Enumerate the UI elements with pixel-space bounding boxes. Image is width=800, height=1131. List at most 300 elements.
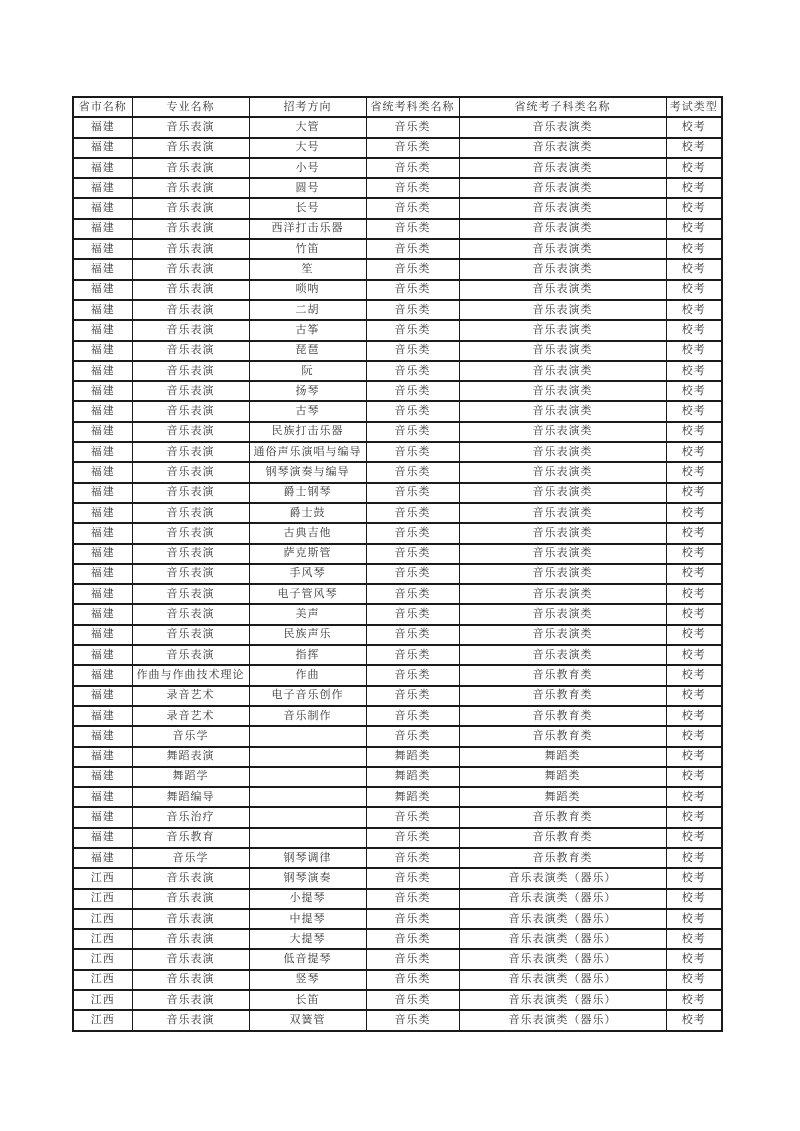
table-cell: 音乐类: [366, 381, 459, 401]
table-cell: 福建: [73, 422, 132, 442]
table-cell: 音乐类: [366, 422, 459, 442]
table-row: [73, 990, 722, 1010]
table-cell: 音乐表演: [132, 280, 249, 300]
table-row: [73, 747, 722, 767]
table-cell: 音乐类: [366, 604, 459, 624]
table-cell: 音乐教育类: [459, 686, 666, 706]
table-cell: 音乐表演类: [459, 361, 666, 381]
table-cell: 音乐表演类（器乐）: [459, 868, 666, 888]
table-cell: 音乐表演类: [459, 544, 666, 564]
table-cell: 音乐类: [366, 970, 459, 990]
table-cell: 音乐表演类: [459, 381, 666, 401]
table-cell: 校考: [666, 361, 722, 381]
table-cell: 作曲: [249, 665, 366, 685]
table-cell: 福建: [73, 828, 132, 848]
table-row: [73, 848, 722, 868]
table-cell: [249, 807, 366, 827]
table-row: [73, 544, 722, 564]
table-cell: 音乐表演类（器乐）: [459, 889, 666, 909]
table-cell: 音乐表演: [132, 1010, 249, 1030]
table-cell: [249, 747, 366, 767]
table-cell: 音乐表演类: [459, 320, 666, 340]
table-cell: 双簧管: [249, 1010, 366, 1030]
table-cell: 福建: [73, 280, 132, 300]
table-cell: 福建: [73, 320, 132, 340]
table-cell: 音乐类: [366, 544, 459, 564]
table-cell: 校考: [666, 929, 722, 949]
table-cell: 校考: [666, 341, 722, 361]
table-cell: 音乐类: [366, 280, 459, 300]
table-cell: 美声: [249, 604, 366, 624]
table-cell: 校考: [666, 503, 722, 523]
table-cell: 音乐表演类（器乐）: [459, 929, 666, 949]
table-cell: 校考: [666, 807, 722, 827]
column-header: 专业名称: [132, 97, 249, 117]
table-row: [73, 462, 722, 482]
table-row: [73, 686, 722, 706]
table-row: [73, 889, 722, 909]
table-header-row: [73, 97, 722, 117]
table-cell: 音乐表演类: [459, 138, 666, 158]
table-cell: 音乐表演: [132, 625, 249, 645]
table-cell: 音乐表演: [132, 219, 249, 239]
table-cell: 音乐教育类: [459, 848, 666, 868]
table-row: [73, 767, 722, 787]
table-cell: [249, 828, 366, 848]
table-cell: 舞蹈学: [132, 767, 249, 787]
table-cell: 长号: [249, 198, 366, 218]
table-cell: 音乐类: [366, 462, 459, 482]
table-cell: 音乐类: [366, 361, 459, 381]
table-cell: 民族打击乐器: [249, 422, 366, 442]
table-cell: 福建: [73, 219, 132, 239]
table-cell: 福建: [73, 686, 132, 706]
table-cell: 舞蹈类: [366, 747, 459, 767]
table-cell: 福建: [73, 381, 132, 401]
table-cell: 舞蹈类: [366, 787, 459, 807]
table-row: [73, 341, 722, 361]
table-cell: 音乐类: [366, 219, 459, 239]
table-cell: 唢呐: [249, 280, 366, 300]
table-cell: 音乐表演类: [459, 219, 666, 239]
table-row: [73, 198, 722, 218]
table-cell: 音乐表演类: [459, 178, 666, 198]
table-cell: 舞蹈编导: [132, 787, 249, 807]
table-cell: 福建: [73, 544, 132, 564]
table-cell: 校考: [666, 401, 722, 421]
table-row: [73, 564, 722, 584]
table-cell: 音乐表演类（器乐）: [459, 1010, 666, 1030]
table-cell: 江西: [73, 929, 132, 949]
table-cell: 音乐教育类: [459, 807, 666, 827]
table-cell: 音乐类: [366, 645, 459, 665]
table-cell: [249, 767, 366, 787]
table-cell: 音乐教育类: [459, 665, 666, 685]
table-cell: 校考: [666, 665, 722, 685]
exam-category-table: [72, 96, 723, 1032]
table-cell: 音乐类: [366, 848, 459, 868]
table-cell: 校考: [666, 767, 722, 787]
table-cell: 音乐类: [366, 807, 459, 827]
table-cell: 校考: [666, 198, 722, 218]
table-cell: 校考: [666, 645, 722, 665]
table-cell: 低音提琴: [249, 949, 366, 969]
table-cell: 萨克斯管: [249, 544, 366, 564]
table-cell: 音乐表演: [132, 462, 249, 482]
table-cell: 音乐表演: [132, 584, 249, 604]
table-row: [73, 929, 722, 949]
table-cell: 音乐表演类（器乐）: [459, 970, 666, 990]
table-cell: 校考: [666, 787, 722, 807]
table-row: [73, 807, 722, 827]
table-cell: 音乐表演: [132, 442, 249, 462]
table-cell: 音乐表演类: [459, 401, 666, 421]
table-cell: 校考: [666, 828, 722, 848]
table-row: [73, 503, 722, 523]
table-cell: 音乐教育类: [459, 828, 666, 848]
table-cell: 福建: [73, 138, 132, 158]
table-cell: 福建: [73, 604, 132, 624]
table-cell: 琵琶: [249, 341, 366, 361]
table-cell: 小号: [249, 158, 366, 178]
table-cell: 校考: [666, 726, 722, 746]
table-cell: 音乐表演: [132, 422, 249, 442]
table-cell: 音乐类: [366, 584, 459, 604]
table-cell: 音乐类: [366, 300, 459, 320]
table-row: [73, 523, 722, 543]
table-cell: 江西: [73, 889, 132, 909]
table-cell: 音乐表演: [132, 198, 249, 218]
table-cell: 福建: [73, 665, 132, 685]
table-cell: 音乐类: [366, 523, 459, 543]
table-cell: 福建: [73, 178, 132, 198]
table-row: [73, 442, 722, 462]
table-cell: 校考: [666, 158, 722, 178]
table-cell: 钢琴调律: [249, 848, 366, 868]
table-cell: 音乐类: [366, 929, 459, 949]
table-cell: 音乐类: [366, 158, 459, 178]
table-cell: 音乐表演: [132, 929, 249, 949]
table-cell: 音乐学: [132, 726, 249, 746]
table-cell: 音乐类: [366, 483, 459, 503]
table-row: [73, 1010, 722, 1030]
table-cell: 福建: [73, 726, 132, 746]
table-cell: 音乐表演: [132, 523, 249, 543]
table-cell: 舞蹈表演: [132, 747, 249, 767]
table-row: [73, 604, 722, 624]
table-row: [73, 483, 722, 503]
table-cell: 音乐表演: [132, 320, 249, 340]
table-cell: 音乐表演类（器乐）: [459, 990, 666, 1010]
table-container: [72, 96, 723, 1032]
table-cell: 音乐表演: [132, 259, 249, 279]
table-cell: 福建: [73, 645, 132, 665]
table-cell: 校考: [666, 381, 722, 401]
table-cell: 校考: [666, 625, 722, 645]
table-cell: 钢琴演奏: [249, 868, 366, 888]
table-cell: 音乐表演类: [459, 523, 666, 543]
table-cell: 音乐学: [132, 848, 249, 868]
table-cell: 指挥: [249, 645, 366, 665]
table-cell: 音乐教育类: [459, 726, 666, 746]
table-cell: 舞蹈类: [459, 767, 666, 787]
table-cell: 音乐表演: [132, 483, 249, 503]
table-cell: 音乐表演类: [459, 341, 666, 361]
table-cell: 音乐表演: [132, 239, 249, 259]
table-cell: 福建: [73, 807, 132, 827]
table-cell: 音乐类: [366, 503, 459, 523]
table-cell: 校考: [666, 117, 722, 137]
table-cell: 福建: [73, 503, 132, 523]
table-cell: 音乐表演类: [459, 198, 666, 218]
table-row: [73, 645, 722, 665]
table-row: [73, 401, 722, 421]
table-row: [73, 726, 722, 746]
table-cell: 福建: [73, 442, 132, 462]
table-cell: 舞蹈类: [459, 787, 666, 807]
table-cell: 阮: [249, 361, 366, 381]
table-cell: [249, 787, 366, 807]
table-row: [73, 138, 722, 158]
table-cell: 音乐类: [366, 239, 459, 259]
table-cell: 音乐表演: [132, 401, 249, 421]
table-cell: 音乐表演: [132, 564, 249, 584]
table-cell: 福建: [73, 117, 132, 137]
table-row: [73, 422, 722, 442]
table-cell: 校考: [666, 909, 722, 929]
column-header: 省市名称: [73, 97, 132, 117]
table-row: [73, 868, 722, 888]
table-cell: 校考: [666, 280, 722, 300]
table-row: [73, 584, 722, 604]
column-header: 省统考子科类名称: [459, 97, 666, 117]
table-cell: 福建: [73, 747, 132, 767]
table-cell: 音乐表演类: [459, 259, 666, 279]
table-cell: 福建: [73, 361, 132, 381]
table-cell: 爵士鼓: [249, 503, 366, 523]
table-cell: 民族声乐: [249, 625, 366, 645]
table-cell: 爵士钢琴: [249, 483, 366, 503]
table-cell: 音乐类: [366, 909, 459, 929]
column-header: 省统考科类名称: [366, 97, 459, 117]
table-row: [73, 949, 722, 969]
table-row: [73, 828, 722, 848]
table-cell: 校考: [666, 239, 722, 259]
table-row: [73, 706, 722, 726]
table-cell: 笙: [249, 259, 366, 279]
table-cell: 圆号: [249, 178, 366, 198]
table-cell: 校考: [666, 564, 722, 584]
table-cell: 音乐类: [366, 401, 459, 421]
table-cell: 音乐类: [366, 726, 459, 746]
table-cell: 福建: [73, 341, 132, 361]
table-cell: 校考: [666, 219, 722, 239]
table-cell: 校考: [666, 584, 722, 604]
table-cell: 福建: [73, 787, 132, 807]
table-row: [73, 787, 722, 807]
table-row: [73, 259, 722, 279]
table-cell: 音乐类: [366, 990, 459, 1010]
table-cell: 福建: [73, 483, 132, 503]
table-cell: 竖琴: [249, 970, 366, 990]
table-cell: 音乐类: [366, 949, 459, 969]
table-cell: 音乐表演: [132, 381, 249, 401]
table-cell: 舞蹈类: [366, 767, 459, 787]
table-cell: 校考: [666, 868, 722, 888]
table-cell: 音乐表演: [132, 949, 249, 969]
table-cell: 音乐类: [366, 625, 459, 645]
table-cell: 校考: [666, 706, 722, 726]
table-cell: 音乐表演: [132, 909, 249, 929]
table-cell: 校考: [666, 523, 722, 543]
table-cell: 音乐类: [366, 686, 459, 706]
table-cell: 古筝: [249, 320, 366, 340]
table-cell: 音乐类: [366, 117, 459, 137]
table-cell: 音乐表演: [132, 117, 249, 137]
table-cell: 福建: [73, 401, 132, 421]
table-cell: 通俗声乐演唱与编导: [249, 442, 366, 462]
table-cell: 校考: [666, 462, 722, 482]
table-cell: 音乐表演类: [459, 564, 666, 584]
table-cell: 福建: [73, 564, 132, 584]
table-cell: 音乐类: [366, 259, 459, 279]
table-cell: 音乐表演类: [459, 280, 666, 300]
table-row: [73, 239, 722, 259]
table-cell: 古琴: [249, 401, 366, 421]
table-row: [73, 219, 722, 239]
table-cell: 电子管风琴: [249, 584, 366, 604]
table-cell: 校考: [666, 320, 722, 340]
table-cell: 音乐表演: [132, 990, 249, 1010]
table-cell: 音乐类: [366, 1010, 459, 1030]
table-cell: 大号: [249, 138, 366, 158]
table-cell: 音乐表演类: [459, 422, 666, 442]
table-cell: 校考: [666, 1010, 722, 1030]
table-cell: 音乐制作: [249, 706, 366, 726]
table-cell: 手风琴: [249, 564, 366, 584]
table-cell: 音乐教育: [132, 828, 249, 848]
table-row: [73, 178, 722, 198]
table-row: [73, 625, 722, 645]
table-cell: 音乐类: [366, 828, 459, 848]
table-cell: 中提琴: [249, 909, 366, 929]
table-cell: 钢琴演奏与编导: [249, 462, 366, 482]
table-cell: 录音艺术: [132, 686, 249, 706]
table-cell: 音乐表演: [132, 868, 249, 888]
table-cell: 校考: [666, 483, 722, 503]
table-cell: 音乐表演类: [459, 645, 666, 665]
table-cell: 录音艺术: [132, 706, 249, 726]
table-cell: 福建: [73, 523, 132, 543]
table-cell: 福建: [73, 706, 132, 726]
table-cell: 福建: [73, 767, 132, 787]
table-cell: 竹笛: [249, 239, 366, 259]
table-cell: 音乐表演: [132, 138, 249, 158]
table-cell: 音乐表演类: [459, 442, 666, 462]
table-cell: 校考: [666, 970, 722, 990]
table-cell: 江西: [73, 949, 132, 969]
table-cell: 音乐表演类: [459, 604, 666, 624]
column-header: 考试类型: [666, 97, 722, 117]
table-cell: 音乐表演: [132, 970, 249, 990]
table-cell: 音乐类: [366, 706, 459, 726]
table-row: [73, 361, 722, 381]
table-cell: 校考: [666, 889, 722, 909]
table-cell: 校考: [666, 442, 722, 462]
table-cell: 音乐类: [366, 889, 459, 909]
table-cell: 校考: [666, 300, 722, 320]
table-cell: 音乐表演类: [459, 239, 666, 259]
table-cell: 音乐表演: [132, 178, 249, 198]
table-cell: 二胡: [249, 300, 366, 320]
table-cell: 音乐类: [366, 564, 459, 584]
table-row: [73, 381, 722, 401]
table-cell: 电子音乐创作: [249, 686, 366, 706]
table-row: [73, 280, 722, 300]
table-row: [73, 320, 722, 340]
table-cell: 音乐表演: [132, 604, 249, 624]
table-cell: 大提琴: [249, 929, 366, 949]
table-cell: 江西: [73, 909, 132, 929]
table-cell: 小提琴: [249, 889, 366, 909]
table-cell: 福建: [73, 848, 132, 868]
table-cell: 音乐表演: [132, 361, 249, 381]
table-cell: 音乐表演: [132, 544, 249, 564]
table-cell: 江西: [73, 970, 132, 990]
table-cell: 福建: [73, 198, 132, 218]
table-cell: 音乐类: [366, 320, 459, 340]
table-cell: 福建: [73, 625, 132, 645]
table-cell: 江西: [73, 868, 132, 888]
table-cell: 江西: [73, 1010, 132, 1030]
table-cell: 福建: [73, 300, 132, 320]
table-cell: 音乐表演: [132, 889, 249, 909]
table-cell: 音乐治疗: [132, 807, 249, 827]
table-cell: 音乐类: [366, 178, 459, 198]
table-cell: 音乐表演: [132, 158, 249, 178]
table-cell: 福建: [73, 259, 132, 279]
table-cell: 音乐表演类: [459, 300, 666, 320]
table-cell: 音乐表演类: [459, 462, 666, 482]
table-cell: 江西: [73, 990, 132, 1010]
table-row: [73, 158, 722, 178]
table-cell: 音乐表演类（器乐）: [459, 909, 666, 929]
table-cell: 校考: [666, 422, 722, 442]
table-cell: 音乐教育类: [459, 706, 666, 726]
table-cell: 作曲与作曲技术理论: [132, 665, 249, 685]
table-cell: 音乐类: [366, 868, 459, 888]
table-cell: 福建: [73, 239, 132, 259]
table-cell: 校考: [666, 990, 722, 1010]
table-row: [73, 117, 722, 137]
table-cell: 福建: [73, 462, 132, 482]
table-cell: 校考: [666, 604, 722, 624]
table-cell: 音乐类: [366, 138, 459, 158]
table-cell: 大管: [249, 117, 366, 137]
table-cell: 福建: [73, 584, 132, 604]
table-row: [73, 970, 722, 990]
table-cell: 古典吉他: [249, 523, 366, 543]
table-cell: 音乐表演类: [459, 503, 666, 523]
table-cell: 校考: [666, 848, 722, 868]
table-cell: [249, 726, 366, 746]
table-cell: 校考: [666, 544, 722, 564]
table-cell: 音乐表演类: [459, 584, 666, 604]
table-cell: 音乐类: [366, 198, 459, 218]
table-cell: 校考: [666, 259, 722, 279]
table-cell: 福建: [73, 158, 132, 178]
table-cell: 音乐表演类（器乐）: [459, 949, 666, 969]
